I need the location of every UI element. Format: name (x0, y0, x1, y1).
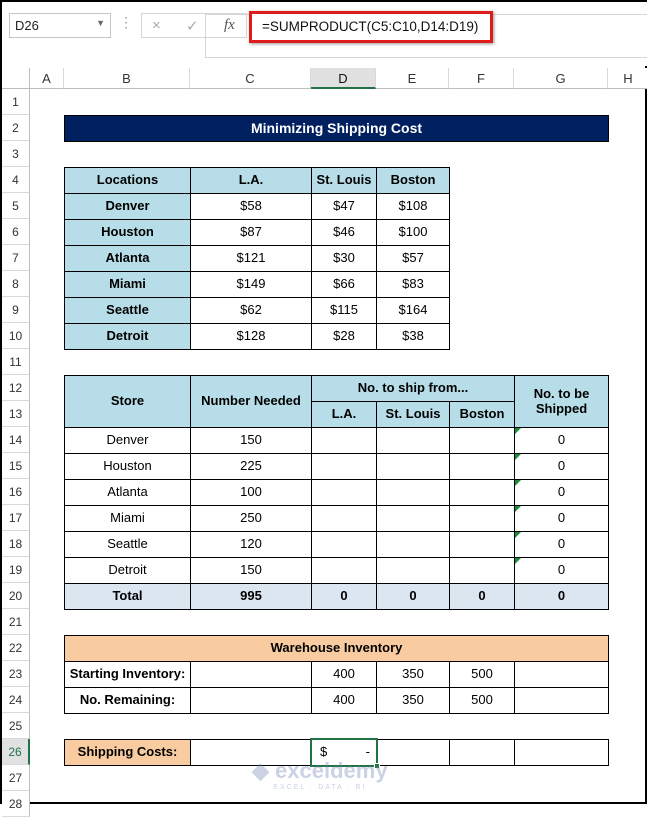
error-indicator-icon (515, 428, 521, 434)
row-header-21[interactable]: 21 (2, 609, 30, 635)
insert-function-icon[interactable]: fx (224, 17, 235, 33)
ship-table-cell[interactable] (311, 479, 377, 506)
warehouse-cell[interactable]: 500 (449, 661, 515, 688)
error-indicator-icon (515, 532, 521, 538)
name-box[interactable] (9, 13, 111, 38)
number-needed-header[interactable]: Number Needed (190, 375, 312, 428)
ship-table-cell[interactable] (311, 557, 377, 584)
more-icon: ⋮ (119, 14, 133, 30)
ship-from-subheader[interactable]: Boston (449, 401, 515, 428)
cost-table-cell[interactable]: Atlanta (64, 245, 191, 272)
warehouse-cell[interactable]: 500 (449, 687, 515, 714)
row-header-1[interactable]: 1 (2, 89, 30, 115)
total-row-cell[interactable]: 0 (311, 583, 377, 610)
row-header-20[interactable]: 20 (2, 583, 30, 609)
name-box-value: D26 (15, 18, 39, 33)
warehouse-cell[interactable] (190, 687, 312, 714)
column-header-A[interactable]: A (30, 68, 64, 89)
column-header-B[interactable]: B (64, 68, 190, 89)
cost-table-cell[interactable]: $149 (190, 271, 312, 298)
ship-table-cell[interactable]: 250 (190, 505, 312, 532)
shipping-costs-label[interactable]: Shipping Costs: (64, 739, 191, 766)
ship-table-cell[interactable] (311, 505, 377, 532)
ship-table-cell[interactable] (449, 427, 515, 454)
row-header-10[interactable]: 10 (2, 323, 30, 349)
column-header-G[interactable]: G (514, 68, 608, 89)
ship-table-cell[interactable] (376, 453, 450, 480)
ship-table-cell[interactable]: 150 (190, 427, 312, 454)
row-header-28[interactable]: 28 (2, 791, 30, 817)
row-header-16[interactable]: 16 (2, 479, 30, 505)
ship-table-cell[interactable]: 225 (190, 453, 312, 480)
row-header-22[interactable]: 22 (2, 635, 30, 661)
total-row-cell[interactable]: 995 (190, 583, 312, 610)
row-header-4[interactable]: 4 (2, 167, 30, 193)
ship-table-cell[interactable]: Denver (64, 427, 191, 454)
row-header-13[interactable]: 13 (2, 401, 30, 427)
total-row-cell[interactable]: Total (64, 583, 191, 610)
ship-table-cell[interactable]: 100 (190, 479, 312, 506)
page-title: Minimizing Shipping Cost (64, 115, 609, 142)
shipping-costs-empty[interactable] (449, 739, 515, 766)
cost-table-cell[interactable]: $121 (190, 245, 312, 272)
cost-table-cell[interactable]: $28 (311, 323, 377, 350)
row-header-2[interactable]: 2 (2, 115, 30, 141)
ship-table-cell[interactable] (376, 427, 450, 454)
row-header-7[interactable]: 7 (2, 245, 30, 271)
column-header-H[interactable]: H (608, 68, 647, 89)
warehouse-cell[interactable] (514, 687, 609, 714)
cost-table-cell[interactable]: Detroit (64, 323, 191, 350)
ship-table-cell[interactable]: 0 (514, 453, 609, 480)
ship-table-cell[interactable]: 0 (514, 479, 609, 506)
ship-table-cell[interactable] (376, 557, 450, 584)
cost-table-cell[interactable]: $83 (376, 271, 450, 298)
select-all-button[interactable] (2, 68, 30, 89)
ship-table-cell[interactable]: 150 (190, 557, 312, 584)
enter-icon[interactable]: ✓ (186, 18, 199, 35)
cost-table-cell[interactable]: $164 (376, 297, 450, 324)
row-header-25[interactable]: 25 (2, 713, 30, 739)
cost-table-cell[interactable]: $57 (376, 245, 450, 272)
row-header-19[interactable]: 19 (2, 557, 30, 583)
ship-table-cell[interactable]: 120 (190, 531, 312, 558)
ship-table-cell[interactable]: 0 (514, 505, 609, 532)
shipped-header[interactable]: No. to be Shipped (514, 375, 609, 428)
ship-table-cell[interactable] (376, 531, 450, 558)
shipping-costs-currency: $ (320, 744, 328, 760)
chevron-down-icon[interactable]: ▼ (96, 18, 105, 28)
warehouse-cell[interactable]: 350 (376, 687, 450, 714)
row-header-3[interactable]: 3 (2, 141, 30, 167)
cost-table-header[interactable]: St. Louis (311, 167, 377, 194)
cost-table-cell[interactable]: Seattle (64, 297, 191, 324)
store-header[interactable]: Store (64, 375, 191, 428)
warehouse-cell[interactable]: Starting Inventory: (64, 661, 191, 688)
cost-table-cell[interactable]: Miami (64, 271, 191, 298)
column-header-E[interactable]: E (376, 68, 449, 89)
cost-table-cell[interactable]: $66 (311, 271, 377, 298)
cost-table-cell[interactable]: $30 (311, 245, 377, 272)
ship-table-cell[interactable] (449, 453, 515, 480)
warehouse-cell[interactable]: No. Remaining: (64, 687, 191, 714)
cost-table-cell[interactable]: $47 (311, 193, 377, 220)
ship-table-cell[interactable]: Atlanta (64, 479, 191, 506)
cost-table-header[interactable]: L.A. (190, 167, 312, 194)
ship-table-cell[interactable]: Miami (64, 505, 191, 532)
ship-table-cell[interactable] (449, 479, 515, 506)
warehouse-title: Warehouse Inventory (64, 635, 609, 662)
cost-table-cell[interactable]: $108 (376, 193, 450, 220)
row-header-27[interactable]: 27 (2, 765, 30, 791)
error-indicator-icon (515, 480, 521, 486)
row-header-26[interactable]: 26 (2, 739, 30, 765)
row-header-23[interactable]: 23 (2, 661, 30, 687)
error-indicator-icon (515, 454, 521, 460)
ship-table-cell[interactable] (311, 427, 377, 454)
error-indicator-icon (515, 506, 521, 512)
ship-table-cell[interactable] (449, 505, 515, 532)
row-header-11[interactable]: 11 (2, 349, 30, 375)
row-header-24[interactable]: 24 (2, 687, 30, 713)
error-indicator-icon (515, 558, 521, 564)
ship-table-cell[interactable] (376, 479, 450, 506)
ship-from-header[interactable]: No. to ship from... (311, 375, 515, 402)
column-header-D[interactable]: D (311, 68, 376, 89)
ship-table-cell[interactable]: 0 (514, 557, 609, 584)
column-header-C[interactable]: C (190, 68, 311, 89)
warehouse-cell[interactable]: 400 (311, 687, 377, 714)
row-header-6[interactable]: 6 (2, 219, 30, 245)
ship-from-subheader[interactable]: L.A. (311, 401, 377, 428)
ship-table-cell[interactable]: 0 (514, 531, 609, 558)
ship-table-cell[interactable]: Houston (64, 453, 191, 480)
cost-table-header[interactable]: Boston (376, 167, 450, 194)
cost-table-cell[interactable]: $46 (311, 219, 377, 246)
row-header-14[interactable]: 14 (2, 427, 30, 453)
total-row-cell[interactable]: 0 (514, 583, 609, 610)
shipping-costs-value: - (365, 744, 370, 760)
cancel-icon[interactable]: × (152, 17, 161, 34)
ship-table-cell[interactable]: 0 (514, 427, 609, 454)
cost-table-cell[interactable]: Houston (64, 219, 191, 246)
formula-bar (2, 2, 647, 66)
ship-table-cell[interactable] (311, 453, 377, 480)
shipping-costs-empty[interactable] (514, 739, 609, 766)
cost-table-cell[interactable]: $100 (376, 219, 450, 246)
cost-table-cell[interactable]: $128 (190, 323, 312, 350)
total-row-cell[interactable]: 0 (376, 583, 450, 610)
cost-table-cell[interactable]: $38 (376, 323, 450, 350)
cost-table-cell[interactable]: $58 (190, 193, 312, 220)
exceldemy-watermark: ◆ exceldemy EXCEL · DATA · BI (252, 758, 388, 791)
row-header-9[interactable]: 9 (2, 297, 30, 323)
row-header-12[interactable]: 12 (2, 375, 30, 401)
formula-input[interactable]: =SUMPRODUCT(C5:C10,D14:D19) (249, 11, 493, 43)
ship-table-cell[interactable]: Seattle (64, 531, 191, 558)
total-row-cell[interactable]: 0 (449, 583, 515, 610)
ship-table-cell[interactable] (311, 531, 377, 558)
cost-table-header[interactable]: Locations (64, 167, 191, 194)
cost-table-cell[interactable]: $87 (190, 219, 312, 246)
warehouse-cell[interactable]: 400 (311, 661, 377, 688)
row-header-18[interactable]: 18 (2, 531, 30, 557)
cost-table-cell[interactable]: Denver (64, 193, 191, 220)
row-header-8[interactable]: 8 (2, 271, 30, 297)
warehouse-cell[interactable] (190, 661, 312, 688)
column-header-F[interactable]: F (449, 68, 514, 89)
ship-from-subheader[interactable]: St. Louis (376, 401, 450, 428)
warehouse-cell[interactable]: 350 (376, 661, 450, 688)
cost-table-cell[interactable]: $62 (190, 297, 312, 324)
cost-table-cell[interactable]: $115 (311, 297, 377, 324)
ship-table-cell[interactable] (449, 531, 515, 558)
ship-table-cell[interactable]: Detroit (64, 557, 191, 584)
row-header-17[interactable]: 17 (2, 505, 30, 531)
ship-table-cell[interactable] (376, 505, 450, 532)
row-header-15[interactable]: 15 (2, 453, 30, 479)
warehouse-cell[interactable] (514, 661, 609, 688)
row-header-5[interactable]: 5 (2, 193, 30, 219)
ship-table-cell[interactable] (449, 557, 515, 584)
